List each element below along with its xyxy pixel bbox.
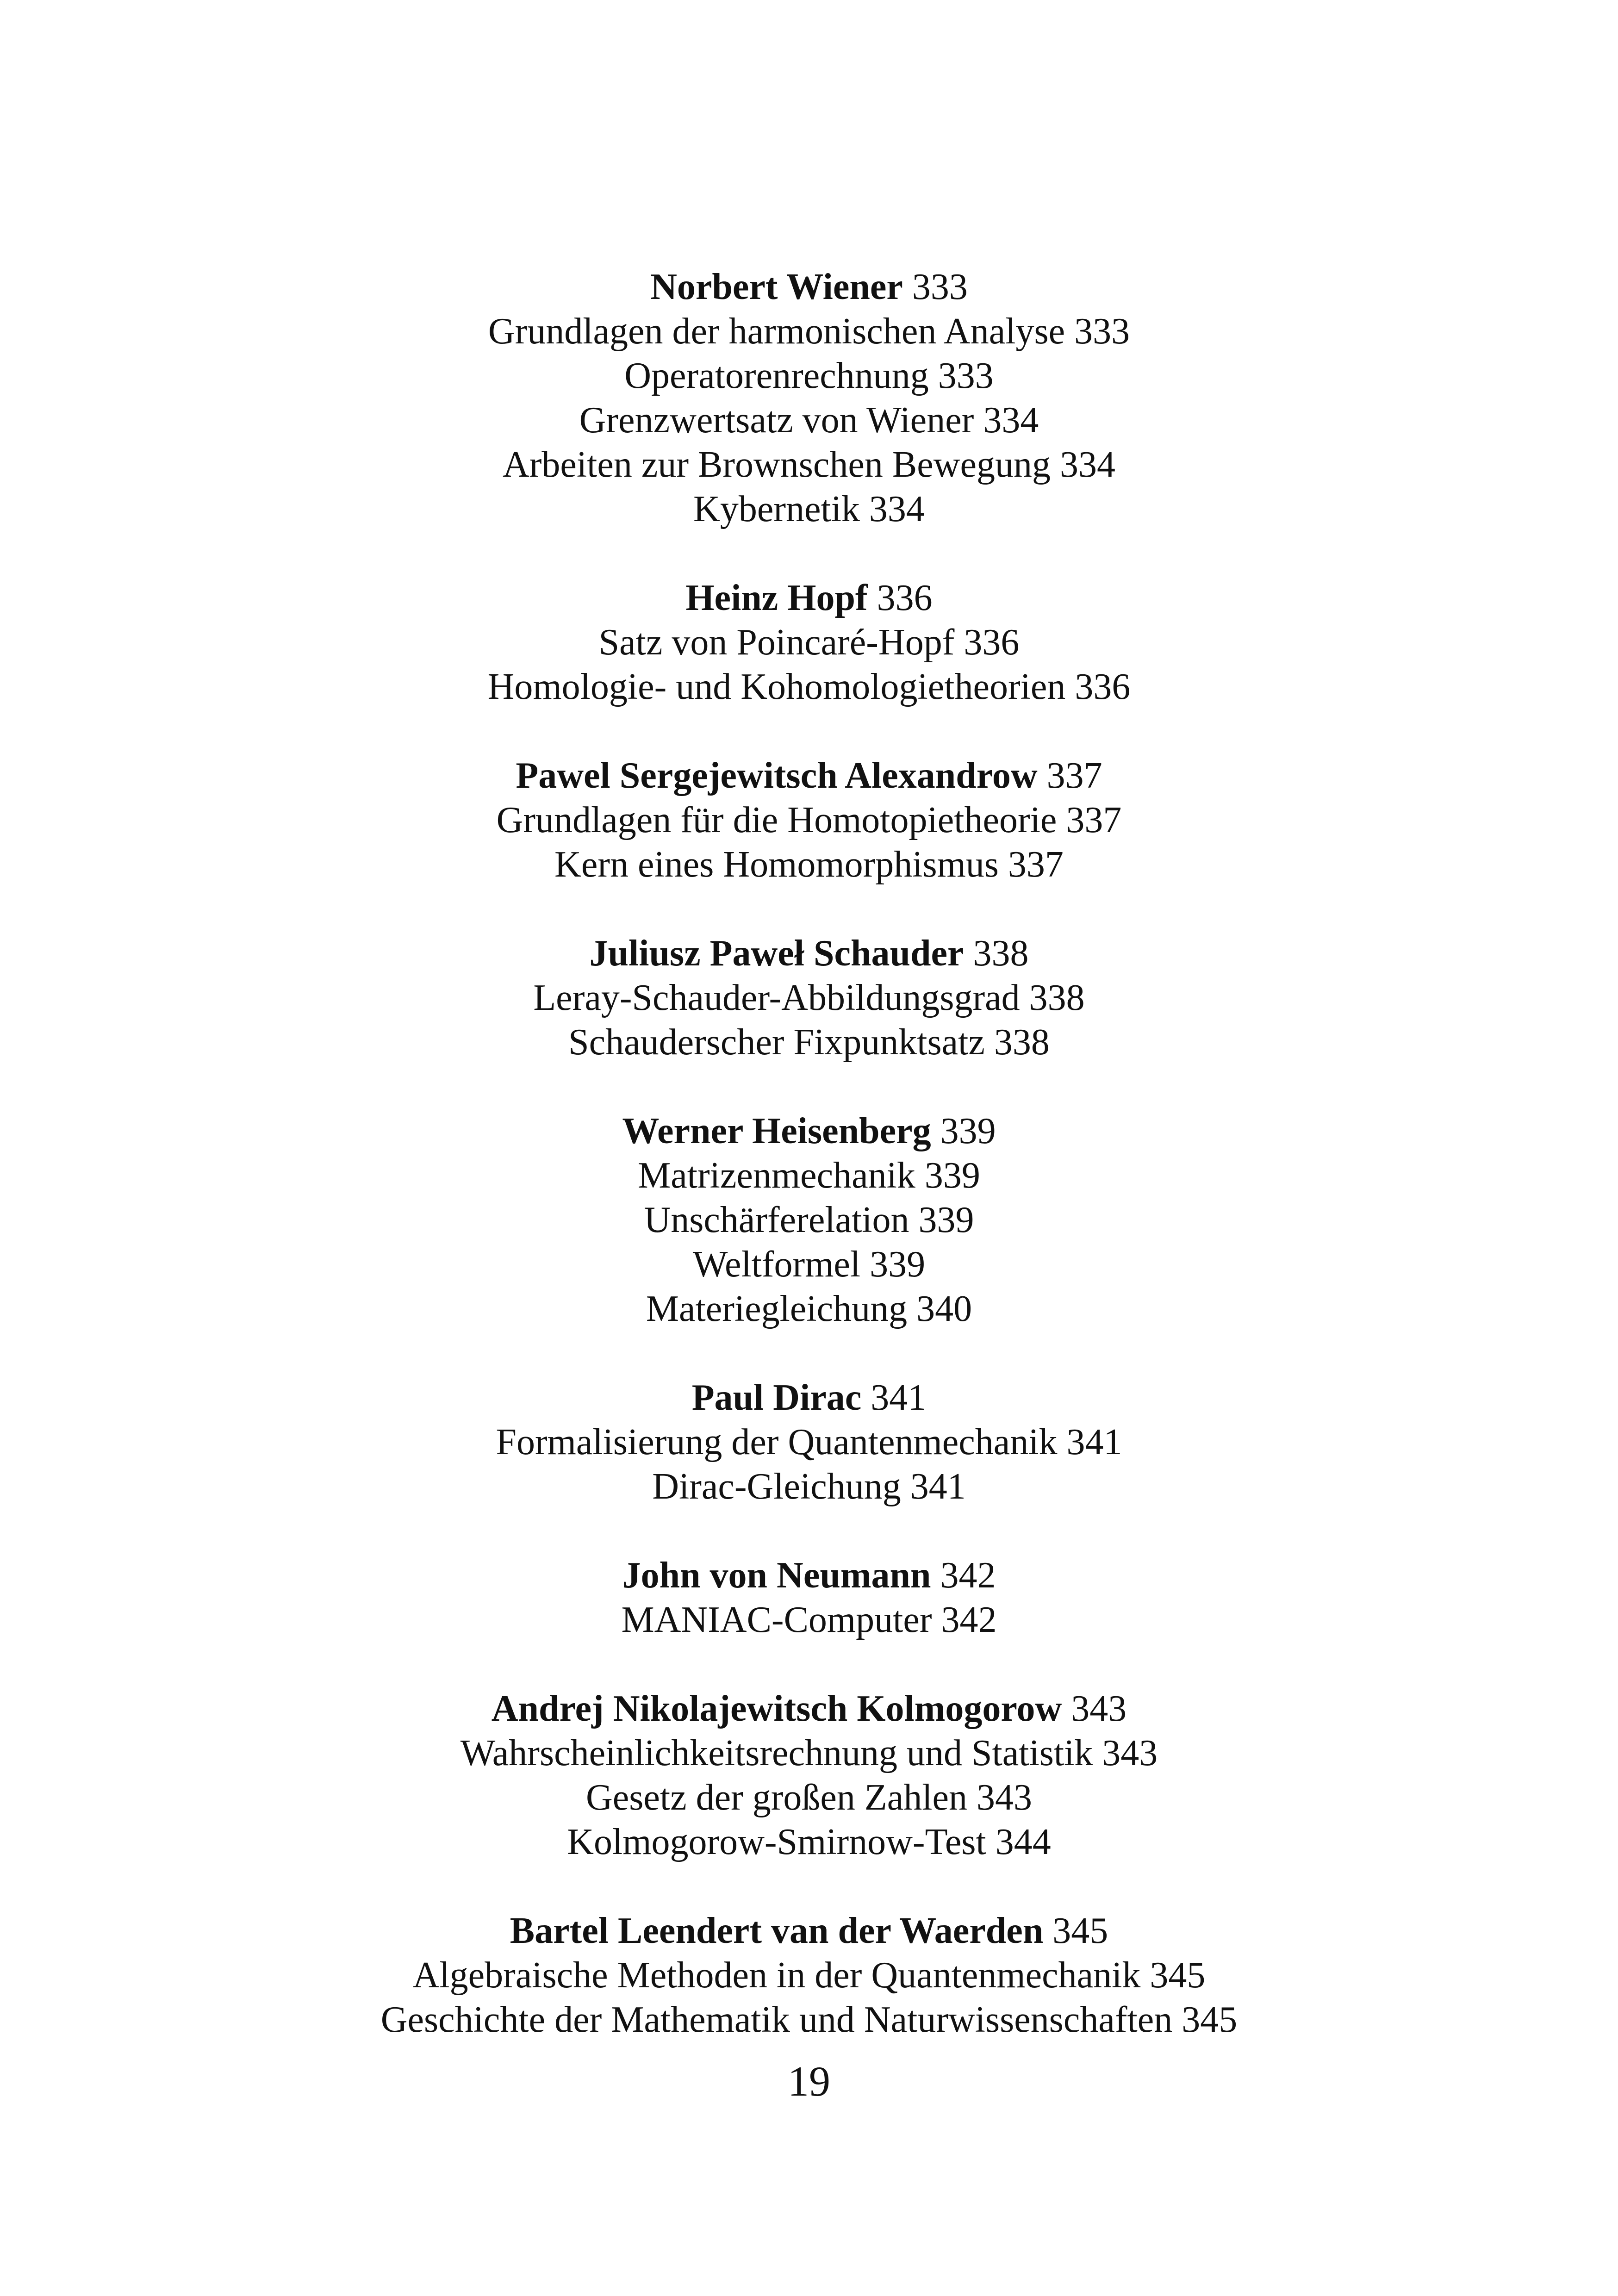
toc-item: Algebraische Methoden in der Quantenmechanik 345 bbox=[412, 1955, 1206, 1996]
toc-item: Leray-Schauder-Abbildungsgrad 338 bbox=[533, 977, 1085, 1018]
heading-name: Norbert Wiener bbox=[650, 267, 903, 307]
heading-name: Heinz Hopf bbox=[685, 578, 868, 618]
toc-heading bbox=[0, 1909, 1618, 1953]
toc-item: Geschichte der Mathematik und Naturwissenschaften 345 bbox=[380, 1999, 1238, 2040]
toc-group-waerden bbox=[0, 1909, 1618, 2042]
toc-item: Arbeiten zur Brownschen Bewegung 334 bbox=[502, 444, 1116, 485]
toc-item: Kybernetik 334 bbox=[693, 489, 925, 529]
toc-item: Gesetz der großen Zahlen 343 bbox=[585, 1777, 1033, 1818]
toc-heading bbox=[0, 265, 1618, 309]
toc-heading bbox=[0, 576, 1618, 620]
heading-name: Werner Heisenberg bbox=[622, 1111, 931, 1151]
toc-item: Homologie- und Kohomologietheorien 336 bbox=[487, 666, 1131, 707]
heading-name: Paul Dirac bbox=[691, 1377, 862, 1418]
toc-heading bbox=[0, 753, 1618, 798]
toc-group-hopf bbox=[0, 576, 1618, 709]
heading-name: Bartel Leendert van der Waerden bbox=[510, 1910, 1044, 1951]
heading-page: 337 bbox=[1046, 755, 1102, 796]
toc-item: Grundlagen für die Homotopietheorie 337 bbox=[496, 800, 1122, 840]
heading-page: 342 bbox=[940, 1555, 996, 1596]
heading-name: Andrej Nikolajewitsch Kolmogorow bbox=[491, 1688, 1062, 1729]
toc-item: Formalisierung der Quantenmechanik 341 bbox=[496, 1422, 1122, 1462]
toc-item: Satz von Poincaré-Hopf 336 bbox=[598, 622, 1020, 663]
toc-heading bbox=[0, 1553, 1618, 1598]
heading-name: Pawel Sergejewitsch Alexandrow bbox=[516, 755, 1038, 796]
toc-heading bbox=[0, 1109, 1618, 1153]
toc-group-dirac bbox=[0, 1375, 1618, 1509]
toc-group-neumann bbox=[0, 1553, 1618, 1642]
heading-page: 333 bbox=[912, 267, 968, 307]
table-of-contents bbox=[0, 265, 1618, 2042]
toc-group-heisenberg bbox=[0, 1109, 1618, 1331]
toc-item: Wahrscheinlichkeitsrechnung und Statistik 343 bbox=[460, 1733, 1158, 1773]
heading-page: 341 bbox=[871, 1377, 927, 1418]
toc-group-schauder bbox=[0, 931, 1618, 1064]
toc-heading bbox=[0, 1686, 1618, 1731]
heading-page: 345 bbox=[1052, 1910, 1108, 1951]
toc-heading bbox=[0, 1375, 1618, 1420]
heading-page: 339 bbox=[940, 1111, 996, 1151]
toc-item: Materiegleichung 340 bbox=[646, 1288, 972, 1329]
page-number: 19 bbox=[788, 2058, 830, 2105]
toc-group-kolmogorow bbox=[0, 1686, 1618, 1864]
toc-item: Unschärferelation 339 bbox=[644, 1200, 974, 1240]
toc-item: Kern eines Homomorphismus 337 bbox=[554, 844, 1064, 885]
toc-heading bbox=[0, 931, 1618, 976]
toc-item: Grundlagen der harmonischen Analyse 333 bbox=[488, 311, 1130, 352]
toc-item: Operatorenrechnung 333 bbox=[624, 355, 994, 396]
toc-group-alexandrow bbox=[0, 753, 1618, 887]
toc-item: Matrizenmechanik 339 bbox=[638, 1155, 980, 1196]
toc-item: MANIAC-Computer 342 bbox=[621, 1599, 997, 1640]
toc-item: Weltformel 339 bbox=[692, 1244, 926, 1285]
toc-item: Grenzwertsatz von Wiener 334 bbox=[579, 400, 1039, 441]
toc-item: Kolmogorow-Smirnow-Test 344 bbox=[567, 1822, 1051, 1862]
toc-item: Dirac-Gleichung 341 bbox=[652, 1466, 966, 1507]
heading-page: 338 bbox=[973, 933, 1029, 974]
toc-group-wiener bbox=[0, 265, 1618, 531]
heading-name: Juliusz Paweł Schauder bbox=[589, 933, 964, 974]
heading-page: 336 bbox=[877, 578, 933, 618]
toc-item: Schauderscher Fixpunktsatz 338 bbox=[568, 1022, 1050, 1063]
heading-name: John von Neumann bbox=[622, 1555, 931, 1596]
heading-page: 343 bbox=[1071, 1688, 1127, 1729]
